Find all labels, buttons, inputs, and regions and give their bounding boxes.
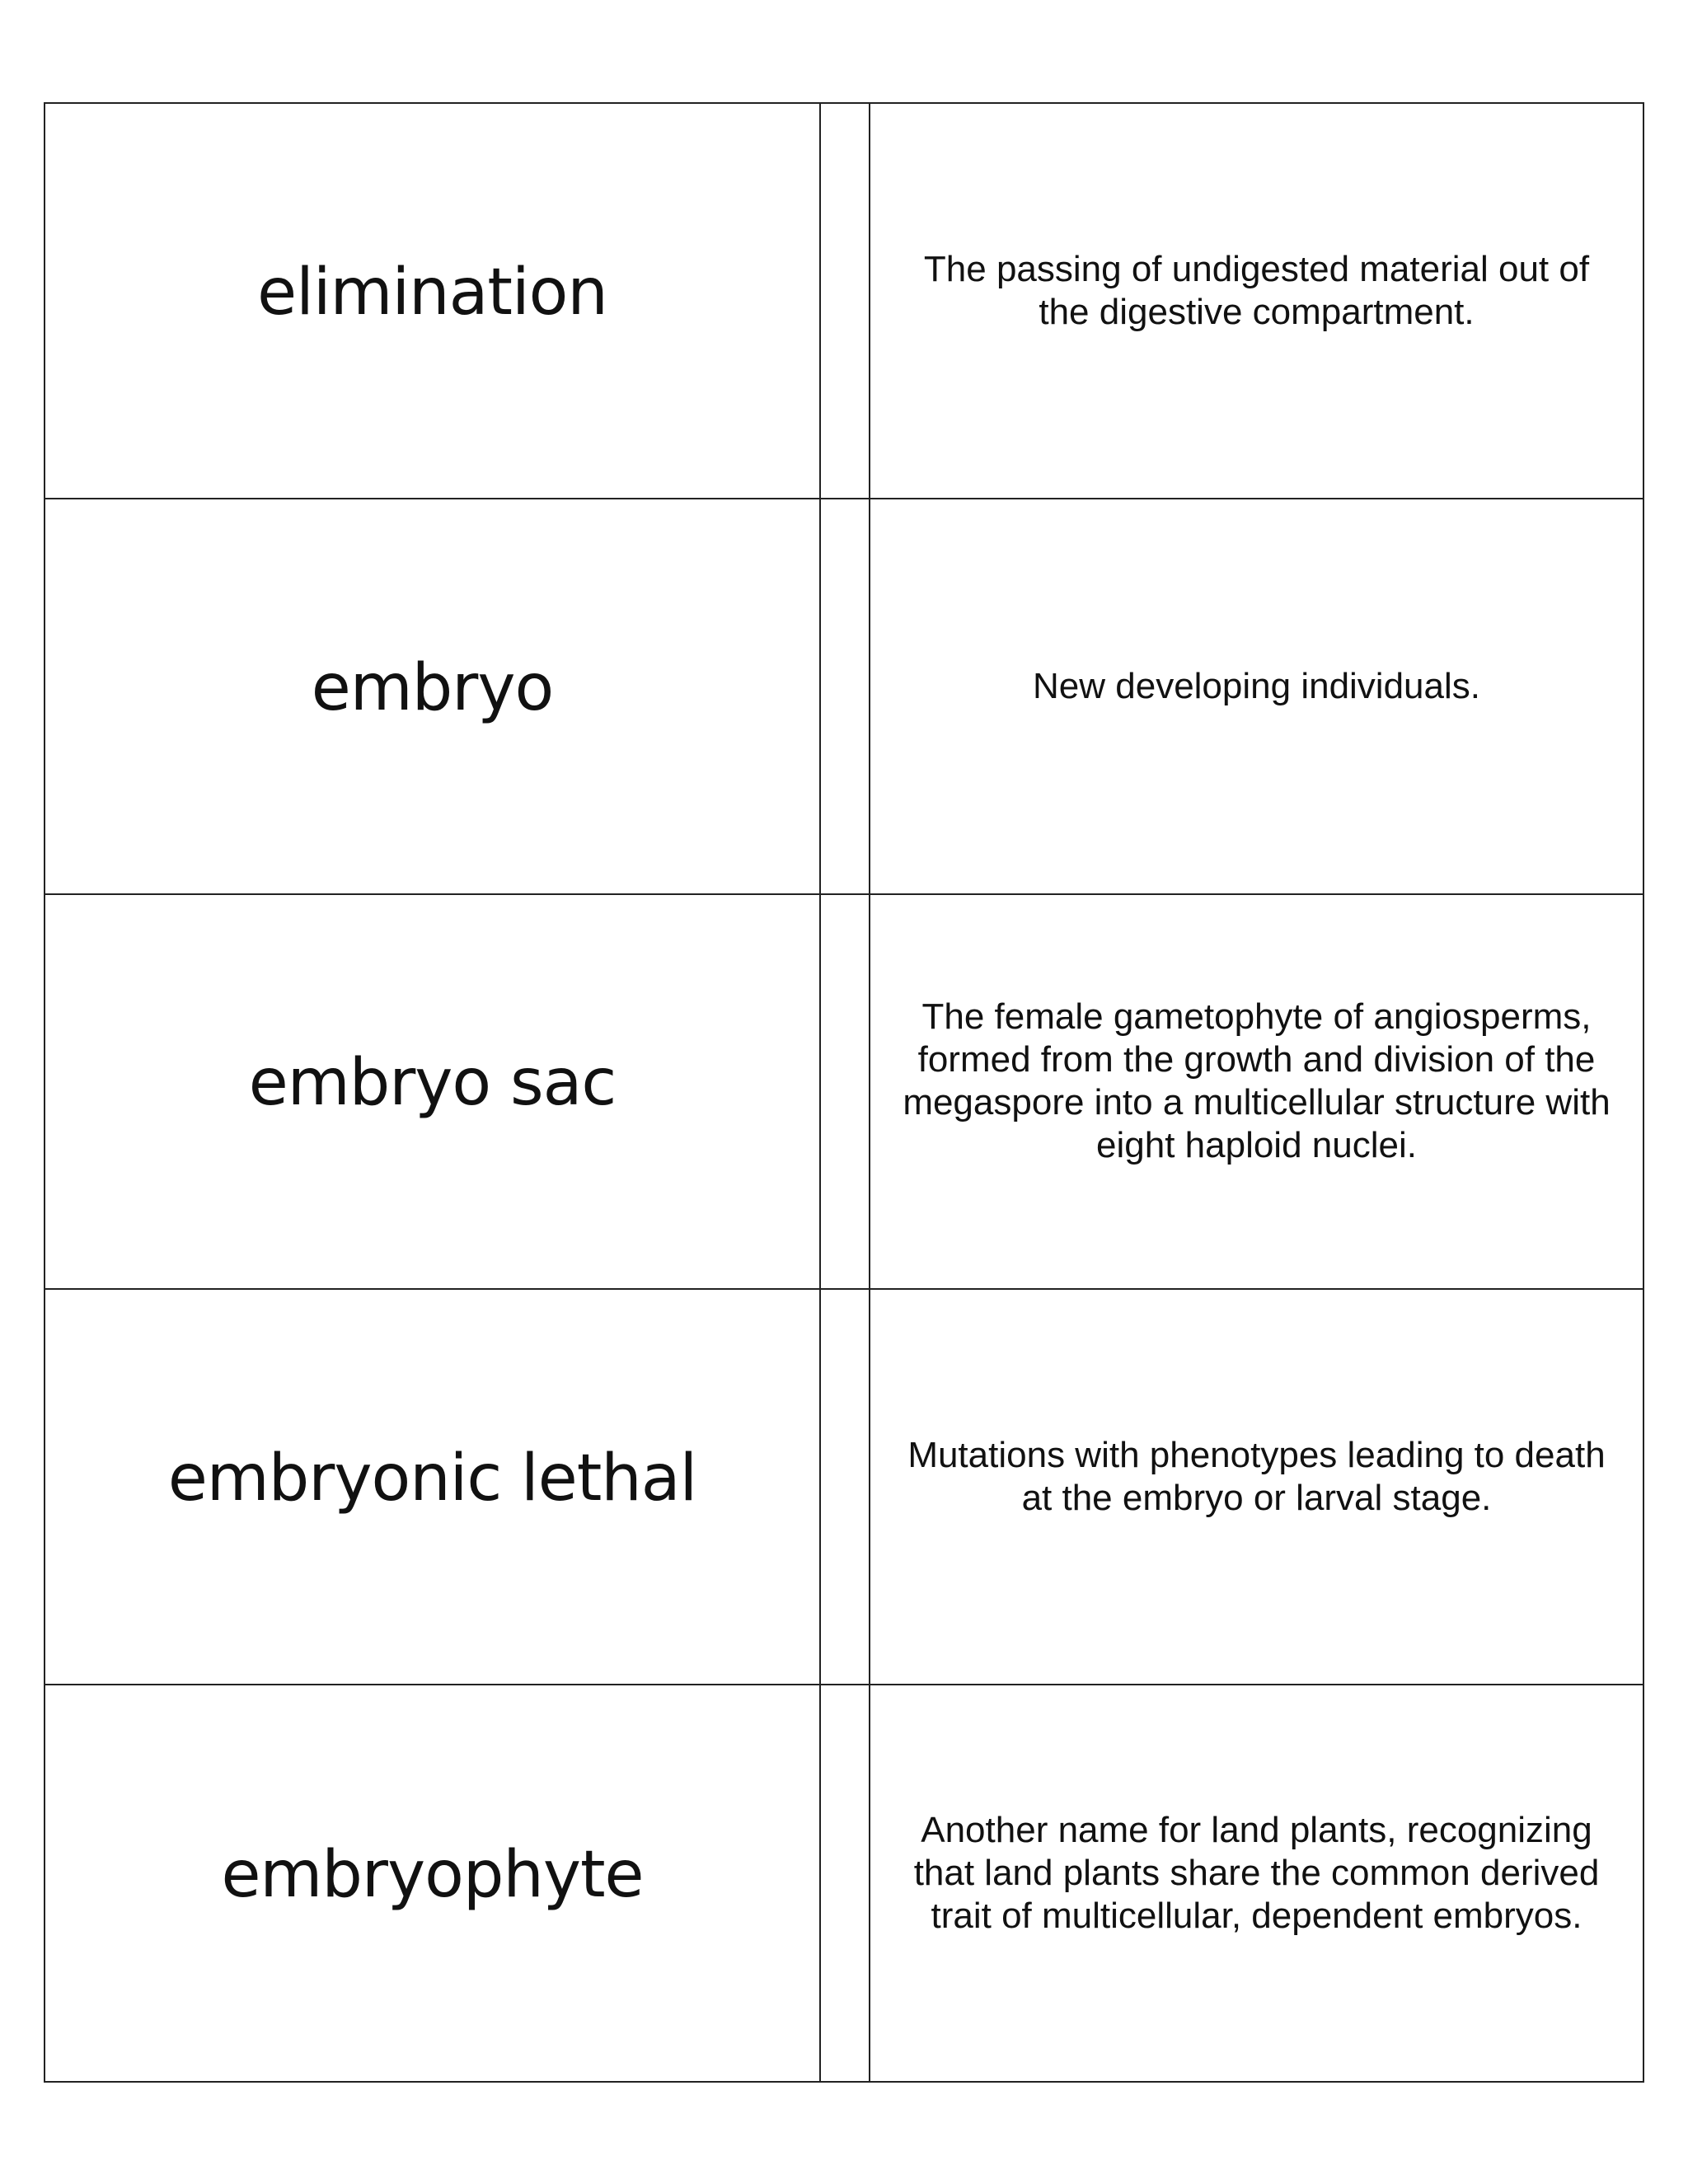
definition-line: at the embryo or larval stage. (1021, 1478, 1492, 1519)
definition-cell (870, 499, 1643, 895)
definition-line: that land plants share the common derived (913, 1853, 1600, 1894)
term-cell (45, 1685, 821, 2081)
definition-cell (870, 1685, 1643, 2081)
term-cell (45, 104, 821, 499)
fold-gutter (821, 895, 870, 1291)
definition-line: The female gametophyte of angiosperms, (921, 996, 1592, 1038)
definition-cell (870, 895, 1643, 1291)
definition-line: eight haploid nuclei. (1096, 1125, 1417, 1166)
fold-gutter (821, 1685, 870, 2081)
definition-line: trait of multicellular, dependent embryos. (931, 1896, 1582, 1937)
term-cell (45, 499, 821, 895)
definition-text (901, 248, 1612, 354)
term-cell (45, 895, 821, 1291)
definition-line: megaspore into a multicellular structure with (903, 1082, 1611, 1123)
definition-line: Mutations with phenotypes leading to death (907, 1435, 1606, 1476)
definition-text (879, 996, 1633, 1187)
fold-gutter (821, 499, 870, 895)
definition-line: The passing of undigested material out of (923, 248, 1590, 289)
term-text: embryophyte (221, 1838, 644, 1913)
term-text: embryonic lethal (167, 1441, 697, 1516)
flashcard-sheet (44, 102, 1644, 2083)
fold-gutter (821, 104, 870, 499)
definition-line: formed from the growth and division of the (917, 1039, 1596, 1080)
term-text: embryo (311, 650, 554, 725)
definition-text (1010, 665, 1503, 728)
definition-cell (870, 104, 1643, 499)
term-text: embryo sac (248, 1046, 617, 1121)
definition-text (891, 1809, 1623, 1957)
fold-gutter (821, 1290, 870, 1685)
definition-cell (870, 1290, 1643, 1685)
definition-text (884, 1434, 1628, 1540)
definition-line: the digestive compartment. (1039, 291, 1475, 332)
definition-line: Another name for land plants, recognizing (921, 1810, 1592, 1851)
term-text: elimination (257, 255, 607, 330)
term-cell (45, 1290, 821, 1685)
definition-line: New developing individuals. (1033, 665, 1480, 706)
